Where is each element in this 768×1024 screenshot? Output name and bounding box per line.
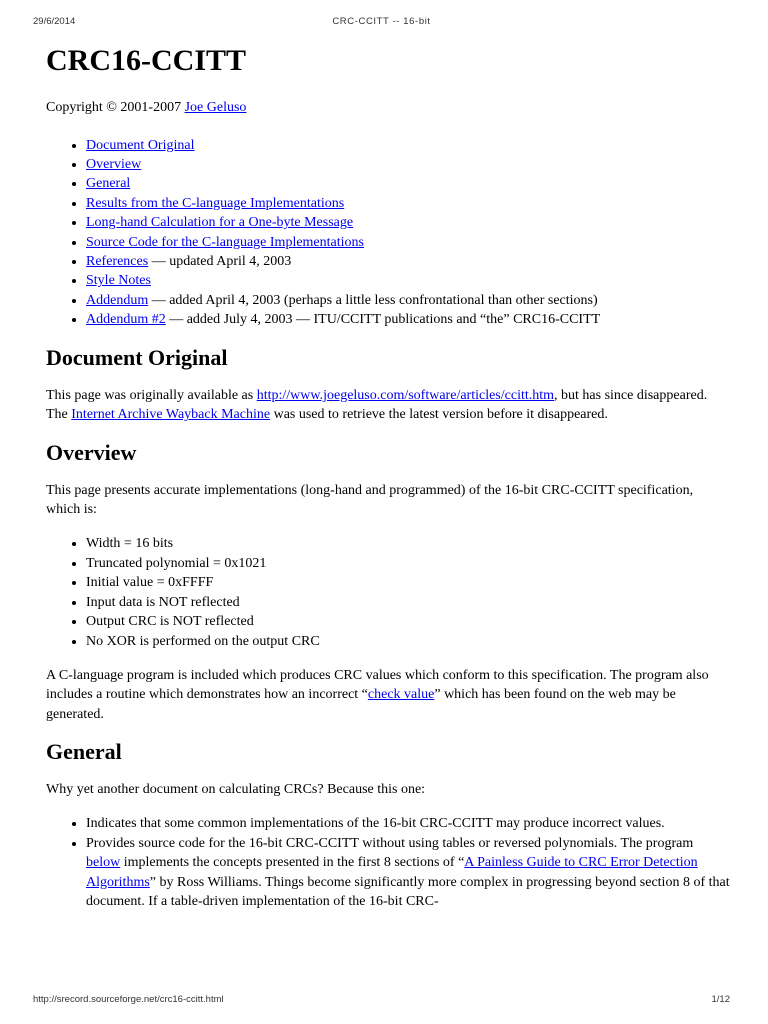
text: ” which has been found on the web may be generated.: [46, 687, 676, 722]
general-list: [46, 814, 730, 912]
toc-item: [86, 271, 730, 290]
wayback-machine-link[interactable]: Internet Archive Wayback Machine: [71, 407, 271, 423]
toc-link-source-code[interactable]: Source Code for the C-language Implementations: [86, 234, 364, 250]
toc-link-long-hand[interactable]: Long-hand Calculation for a One-byte Message: [86, 215, 354, 231]
print-url: http://srecord.sourceforge.net/crc16-ccitt.html: [33, 994, 224, 1005]
toc-note: — added July 4, 2003 — ITU/CCITT publications and “the” CRC16-CCITT: [165, 312, 601, 328]
text: was used to retrieve the latest version before it disappeared.: [270, 407, 608, 423]
toc-item: [86, 291, 730, 310]
toc-note: — updated April 4, 2003: [148, 254, 292, 270]
overview-paragraph-2: [46, 666, 730, 725]
heading-document-original: Document Original: [46, 344, 228, 370]
toc-link-results[interactable]: Results from the C-language Implementations: [86, 195, 345, 211]
spec-item: • No XOR is performed on the output CRC: [86, 632, 730, 652]
author-link[interactable]: Joe Geluso: [184, 100, 247, 115]
text: This page was originally available as: [46, 387, 257, 403]
toc-item: [86, 310, 730, 329]
text: implements the concepts presented in the first 8 sections of “: [120, 855, 465, 871]
toc-item: [86, 155, 730, 174]
text: , but has since disappeared. The: [46, 387, 708, 423]
text: ” by Ross Williams. Things become significantly more complex in progressing beyond section 8 of that document. If a table-driven implementation of the 16-bit CRC-: [86, 874, 730, 910]
toc-item: [86, 136, 730, 155]
spec-item: • Truncated polynomial = 0x1021: [86, 554, 730, 574]
toc-link-addendum[interactable]: Addendum: [86, 292, 149, 308]
print-footer: [33, 994, 730, 1008]
toc-link-references[interactable]: References: [86, 254, 149, 270]
general-item: • Indicates that some common implementations of the 16-bit CRC-CCITT may produce incorrect values.: [86, 814, 730, 834]
toc-note: — added April 4, 2003 (perhaps a little less confrontational than other sections): [148, 292, 598, 308]
spec-item: • Output CRC is NOT reflected: [86, 612, 730, 632]
toc-link-overview[interactable]: Overview: [86, 157, 142, 172]
original-url-link[interactable]: http://www.joegeluso.com/software/articles/ccitt.htm: [256, 387, 555, 403]
toc-link-general[interactable]: General: [86, 176, 131, 192]
copyright-text: Copyright © 2001-2007: [46, 100, 185, 115]
print-date: 29/6/2014: [33, 16, 76, 27]
spec-item: • Initial value = 0xFFFF: [86, 573, 730, 593]
spec-item: • Input data is NOT reflected: [86, 593, 730, 613]
toc-item: [86, 252, 730, 271]
general-item: [86, 834, 730, 912]
toc-link-document-original[interactable]: Document Original: [86, 137, 195, 153]
check-value-link[interactable]: check value: [367, 687, 435, 703]
heading-general: General: [46, 739, 122, 765]
below-link[interactable]: below: [86, 855, 121, 871]
table-of-contents: [46, 136, 730, 330]
print-title: CRC-CCITT -- 16-bit: [332, 16, 431, 27]
spec-list: [46, 534, 730, 652]
toc-item: [86, 213, 730, 232]
general-intro: Why yet another document on calculating CRCs? Because this one:: [46, 782, 426, 798]
document-original-paragraph: [46, 386, 730, 425]
copyright-line: [46, 98, 730, 118]
article: [46, 40, 730, 926]
toc-link-addendum-2[interactable]: Addendum #2: [86, 312, 166, 328]
toc-item: [86, 174, 730, 193]
toc-link-style-notes[interactable]: Style Notes: [86, 273, 151, 289]
toc-item: [86, 233, 730, 252]
overview-intro: This page presents accurate implementations (long-hand and programmed) of the 16-bit CRC-CCITT specification, which is:: [46, 482, 694, 518]
text: A C-language program is included which produces CRC values which conform to this specification. The program also includes a routine which demonstrates how an incorrect “: [46, 667, 709, 703]
painless-guide-link[interactable]: A Painless Guide to CRC Error Detection Algorithms: [86, 855, 698, 890]
toc-item: [86, 194, 730, 213]
heading-overview: Overview: [46, 439, 137, 465]
spec-item: • Width = 16 bits: [86, 534, 730, 554]
page-title: CRC16-CCITT: [46, 44, 247, 77]
text: Provides source code for the 16-bit CRC-CCITT without using tables or reversed polynomials. The program: [86, 835, 694, 851]
print-header: [33, 16, 730, 30]
page-number: 1/12: [711, 994, 730, 1005]
